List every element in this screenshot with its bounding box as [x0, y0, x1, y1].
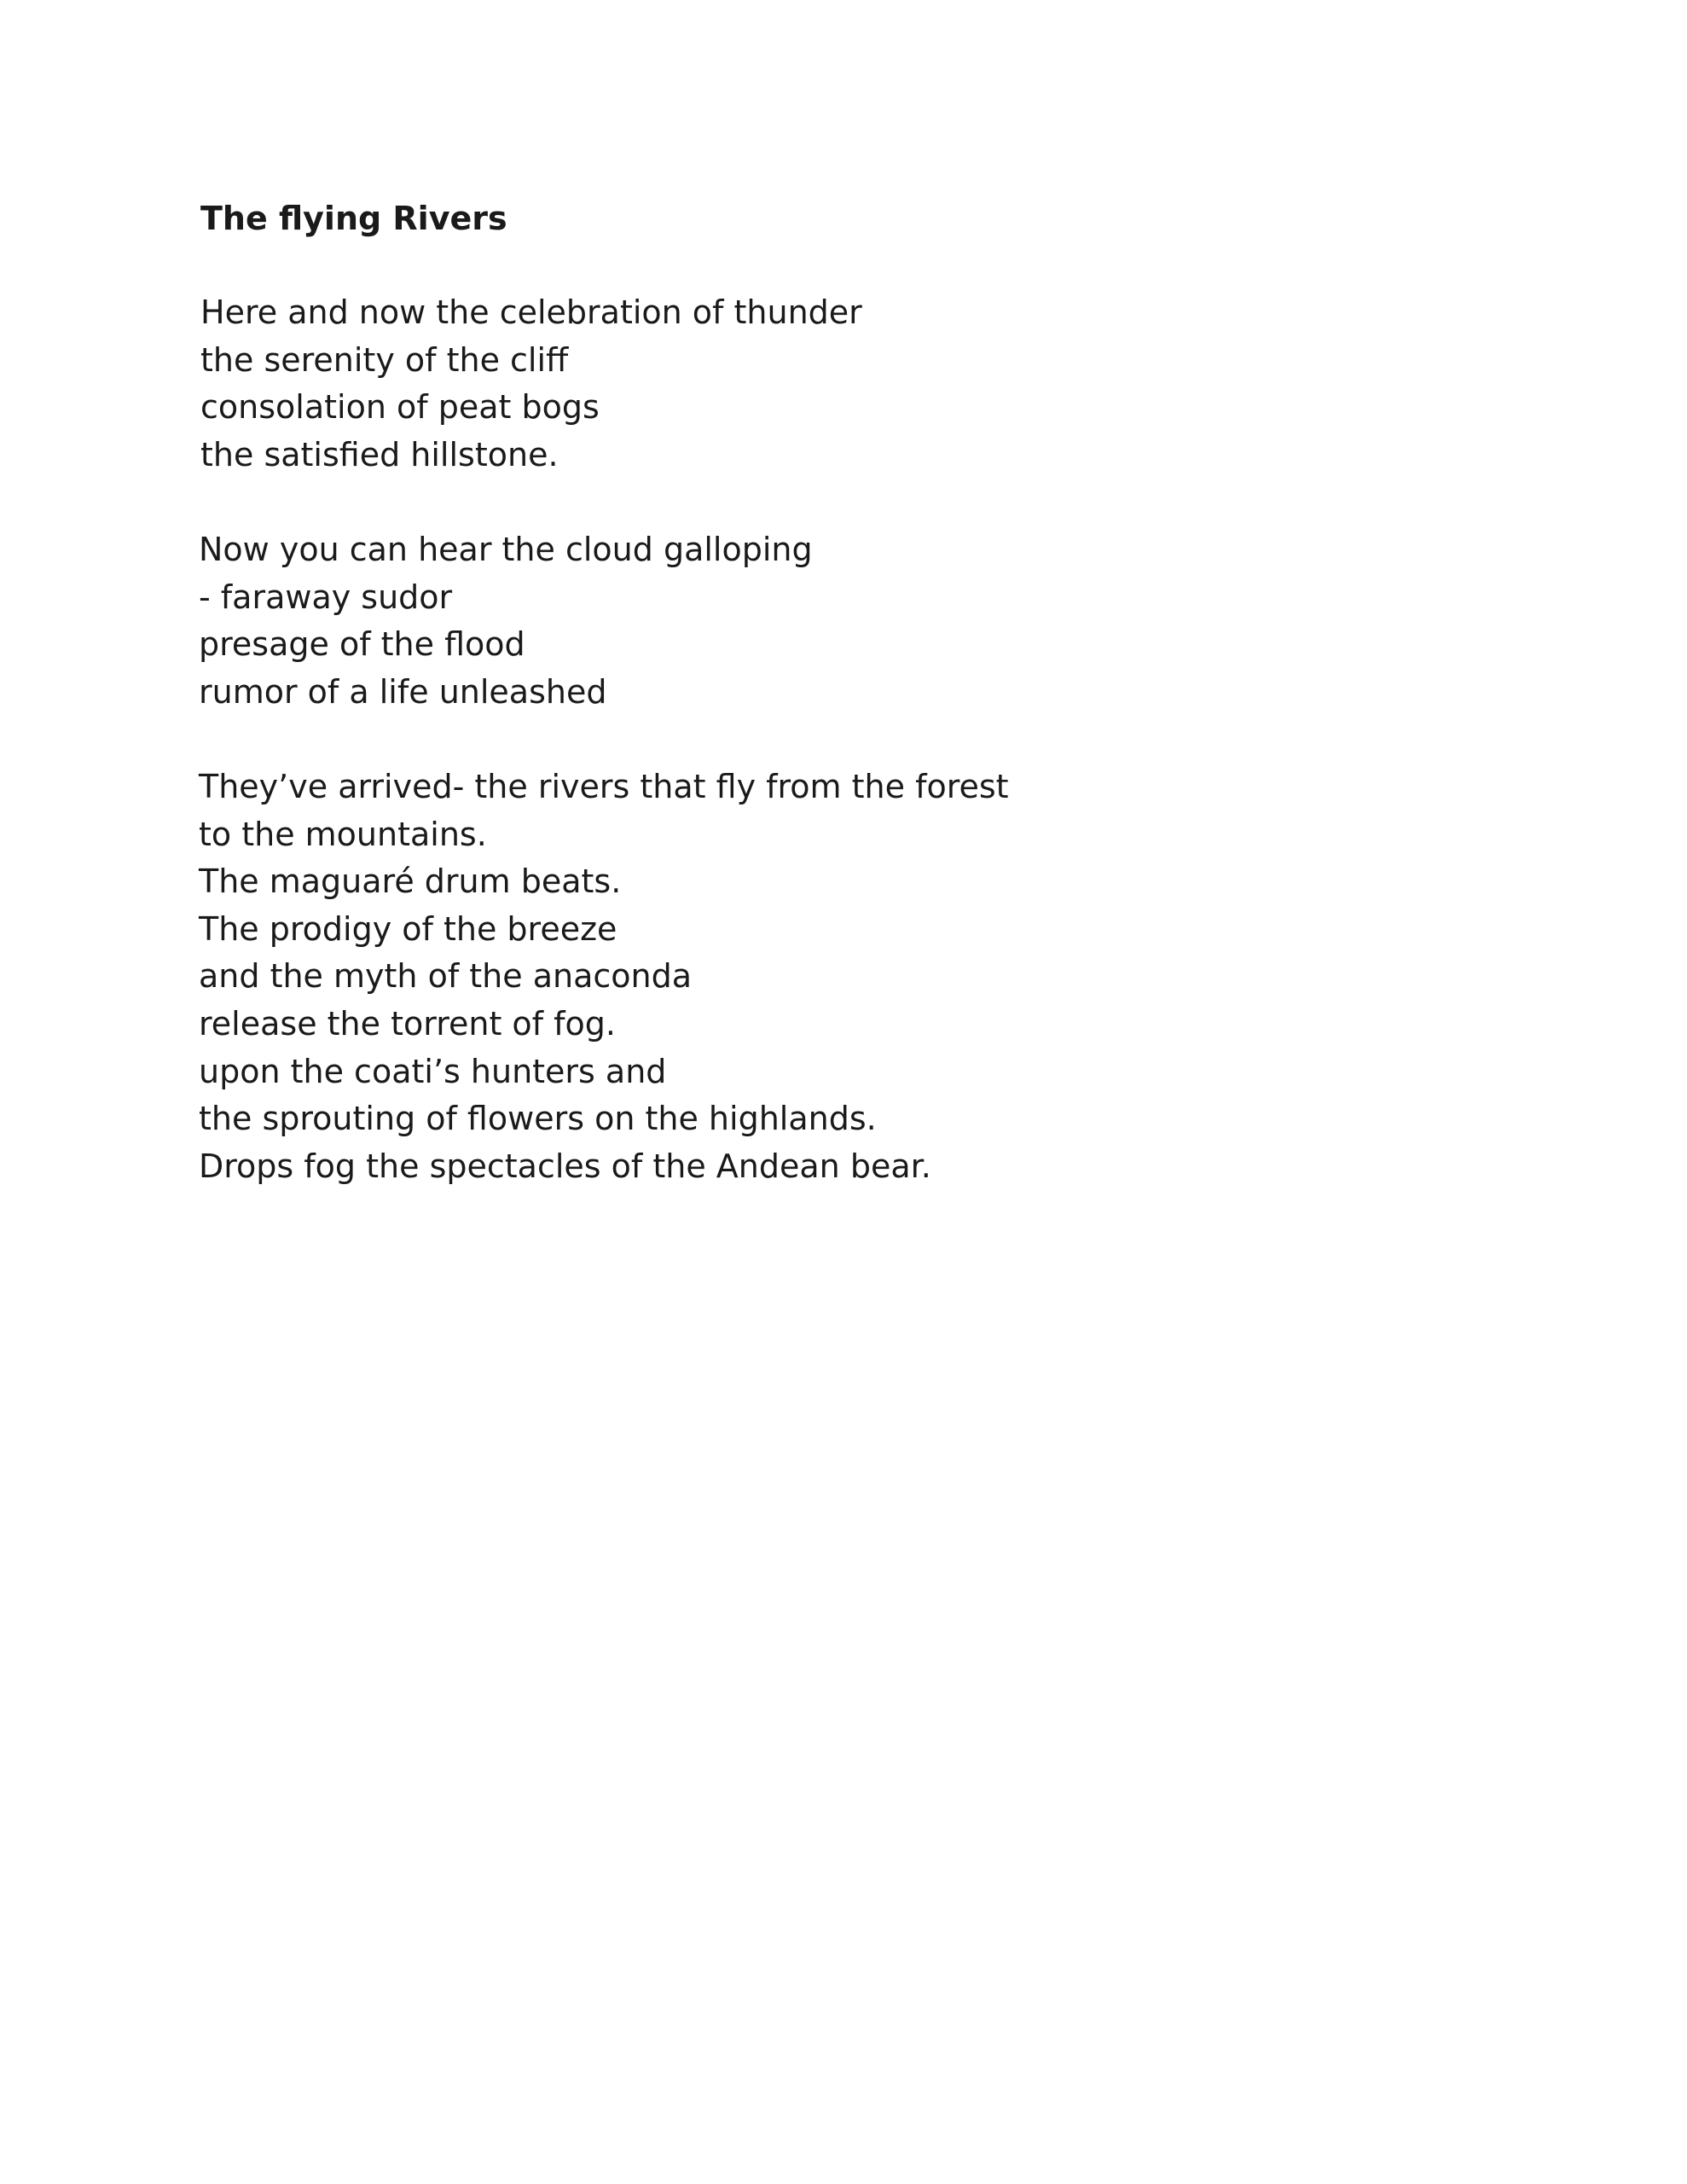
poem-line: rumor of a life unleashed [199, 672, 607, 711]
poem-line: the satisfied hillstone. [200, 435, 559, 473]
poem-line: - faraway sudor [199, 578, 453, 616]
poem-title: The flying Rivers [200, 200, 507, 237]
poem-line: Drops fog the spectacles of the Andean bear. [199, 1147, 931, 1185]
stanza-3 [199, 764, 1009, 1190]
poem-line: release the torrent of fog. [199, 1004, 616, 1043]
poem-line: The prodigy of the breeze [199, 909, 617, 948]
poem-line: the sprouting of flowers on the highlands. [199, 1100, 877, 1138]
poem-line: They’ve arrived- the rivers that fly from the forest [199, 768, 1009, 805]
poem-line: and the myth of the anaconda [199, 957, 693, 996]
poem-line: upon the coati’s hunters and [199, 1052, 667, 1090]
poem-line: The maguaré drum beats. [199, 863, 622, 901]
poem-line: consolation of peat bogs [200, 388, 600, 427]
poem-line: the serenity of the cliff [200, 340, 569, 379]
poem-line: Here and now the celebration of thunder [200, 293, 862, 331]
poem-line: presage of the flood [199, 625, 525, 664]
stanza-2 [199, 526, 813, 716]
poem-line: to the mountains. [199, 815, 487, 853]
stanza-1 [200, 289, 862, 479]
poem-line: Now you can hear the cloud galloping [199, 531, 813, 568]
